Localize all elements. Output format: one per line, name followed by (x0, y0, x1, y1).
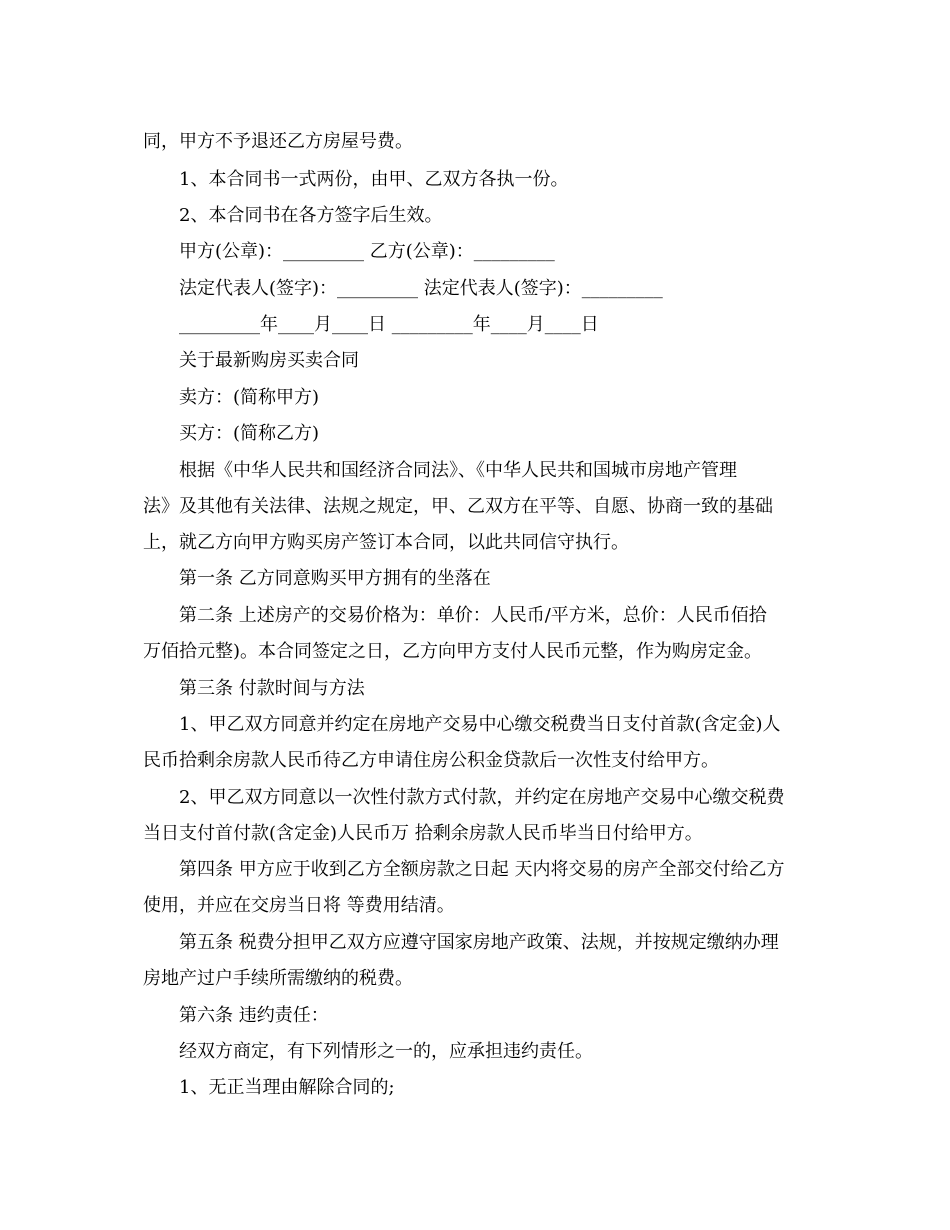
text-line: 上，就乙方向甲方购买房产签订本合同，以此共同信守执行。 (143, 532, 629, 553)
text-line: 2、本合同书在各方签字后生效。 (179, 205, 443, 226)
text-line: 根据《中华人民共和国经济合同法》、《中华人民共和国城市房地产管理 (179, 460, 737, 481)
signature-line-seal: 甲方(公章)：_________ 乙方(公章)：_________ (179, 241, 555, 262)
seller-line: 卖方：(简称甲方) (179, 387, 320, 408)
text-line: 经双方商定，有下列情形之一的，应承担违约责任。 (179, 1041, 593, 1062)
article-2: 第二条 上述房产的交易价格为：单价：人民币/平方米，总价：人民币佰拾 (179, 605, 767, 626)
buyer-line: 买方：(简称乙方) (179, 423, 320, 444)
section-title: 关于最新购房买卖合同 (179, 350, 359, 371)
text-line: 2、甲乙双方同意以一次性付款方式付款，并约定在房地产交易中心缴交税费 (179, 787, 785, 808)
article-3: 第三条 付款时间与方法 (179, 678, 365, 699)
text-line: 法》及其他有关法律、法规之规定，甲、乙双方在平等、自愿、协商一致的基础 (143, 496, 773, 517)
article-1: 第一条 乙方同意购买甲方拥有的坐落在 (179, 568, 491, 589)
text-line: 1、无正当理由解除合同的; (179, 1077, 395, 1098)
text-line: 同，甲方不予退还乙方房屋号费。 (143, 131, 413, 152)
article-4: 第四条 甲方应于收到乙方全额房款之日起 天内将交易的房产全部交付给乙方 (179, 859, 785, 880)
text-line: 1、本合同书一式两份，由甲、乙双方各执一份。 (179, 169, 569, 190)
signature-line-representative: 法定代表人(签字)：_________ 法定代表人(签字)：_________ (179, 278, 663, 299)
article-6: 第六条 违约责任： (179, 1005, 329, 1026)
text-line: 房地产过户手续所需缴纳的税费。 (143, 968, 413, 989)
text-line: 民币拾剩余房款人民币待乙方申请住房公积金贷款后一次性支付给甲方。 (143, 750, 719, 771)
signature-line-date: _________年____月____日 _________年____月____日 (179, 314, 599, 335)
text-line: 当日支付首付款(含定金)人民币万 拾剩余房款人民币毕当日付给甲方。 (143, 823, 703, 844)
text-line: 1、甲乙双方同意并约定在房地产交易中心缴交税费当日支付首款(含定金)人 (179, 714, 781, 735)
article-5: 第五条 税费分担甲乙双方应遵守国家房地产政策、法规，并按规定缴纳办理 (179, 932, 779, 953)
text-line: 使用，并应在交房当日将 等费用结清。 (143, 895, 455, 916)
text-line: 万佰拾元整)。本合同签定之日，乙方向甲方支付人民币元整，作为购房定金。 (143, 641, 763, 662)
